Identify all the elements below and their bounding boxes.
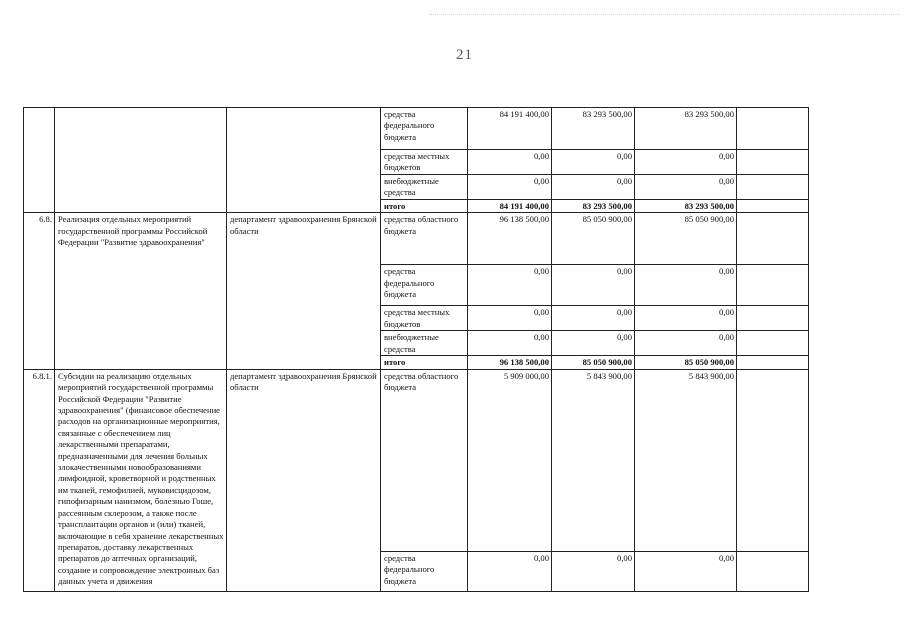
num-cell bbox=[24, 108, 55, 213]
source-cell: внебюджетные средства bbox=[381, 331, 468, 356]
value-cell: 0,00 bbox=[552, 150, 635, 175]
value-cell: 0,00 bbox=[468, 306, 552, 331]
empty-cell bbox=[737, 108, 809, 150]
source-cell: внебюджетные средства bbox=[381, 175, 468, 200]
empty-cell bbox=[737, 200, 809, 213]
item-executor: департамент здравоохранения Брянской области bbox=[227, 213, 381, 369]
empty-cell bbox=[737, 175, 809, 200]
total-value: 96 138 500,00 bbox=[468, 356, 552, 369]
value-cell: 0,00 bbox=[635, 150, 737, 175]
source-cell: средства областного бюджета bbox=[381, 213, 468, 265]
total-value: 84 191 400,00 bbox=[468, 200, 552, 213]
value-cell: 96 138 500,00 bbox=[468, 213, 552, 265]
value-cell: 0,00 bbox=[468, 265, 552, 306]
value-cell: 0,00 bbox=[468, 175, 552, 200]
value-cell: 83 293 500,00 bbox=[635, 108, 737, 150]
value-cell: 0,00 bbox=[552, 175, 635, 200]
source-cell: средства местных бюджетов bbox=[381, 150, 468, 175]
scan-noise bbox=[430, 14, 900, 18]
value-cell: 0,00 bbox=[552, 551, 635, 591]
source-cell: средства местных бюджетов bbox=[381, 306, 468, 331]
value-cell: 0,00 bbox=[468, 551, 552, 591]
item-name: Реализация отдельных мероприятий государственной программы Российской Федерации "Развитие здравоохранения" bbox=[55, 213, 227, 369]
item-number: 6.8.1. bbox=[24, 369, 55, 591]
table-row bbox=[24, 213, 809, 265]
source-cell: итого bbox=[381, 200, 468, 213]
value-cell: 0,00 bbox=[552, 306, 635, 331]
value-cell: 5 843 900,00 bbox=[552, 369, 635, 551]
empty-cell bbox=[737, 306, 809, 331]
source-cell: средства федерального бюджета bbox=[381, 551, 468, 591]
value-cell: 0,00 bbox=[635, 551, 737, 591]
total-value: 83 293 500,00 bbox=[552, 200, 635, 213]
value-cell: 5 909 000,00 bbox=[468, 369, 552, 551]
total-value: 83 293 500,00 bbox=[635, 200, 737, 213]
value-cell: 0,00 bbox=[635, 265, 737, 306]
empty-cell bbox=[737, 356, 809, 369]
item-number: 6.8. bbox=[24, 213, 55, 369]
page-number: 21 bbox=[456, 47, 473, 63]
value-cell: 0,00 bbox=[635, 175, 737, 200]
value-cell: 0,00 bbox=[552, 265, 635, 306]
value-cell: 0,00 bbox=[552, 331, 635, 356]
value-cell: 85 050 900,00 bbox=[635, 213, 737, 265]
value-cell: 5 843 900,00 bbox=[635, 369, 737, 551]
empty-cell bbox=[737, 369, 809, 551]
source-cell: итого bbox=[381, 356, 468, 369]
name-cell bbox=[55, 108, 227, 213]
value-cell: 84 191 400,00 bbox=[468, 108, 552, 150]
executor-cell bbox=[227, 108, 381, 213]
item-executor: департамент здравоохранения Брянской области bbox=[227, 369, 381, 591]
source-cell: средства областного бюджета bbox=[381, 369, 468, 551]
item-name: Субсидии на реализацию отдельных мероприятий государственной программы Российской Федерации "Развитие здравоохранения" (финансовое обеспечение расходов на организационные мероприятия, связанные с обеспечением лиц лекарственными препаратами, предназначенными для лечения больных злокачественными новообразованиями лимфоидной, кроветворной и родственных им тканей, гемофилией, муковисцидозом, гипофизарным нанизмом, болезнью Гоше, рассеянным склерозом, а также после трансплантации органов и (или) тканей, включающие в себя хранение лекарственных препаратов, доставку лекарственных препаратов до аптечных организаций, создание и сопровождение электронных баз данных учета и движения bbox=[55, 369, 227, 591]
empty-cell bbox=[737, 213, 809, 265]
total-value: 85 050 900,00 bbox=[552, 356, 635, 369]
budget-table bbox=[23, 107, 809, 592]
value-cell: 0,00 bbox=[635, 306, 737, 331]
table-row bbox=[24, 108, 809, 150]
total-value: 85 050 900,00 bbox=[635, 356, 737, 369]
table-row bbox=[24, 369, 809, 551]
value-cell: 0,00 bbox=[468, 331, 552, 356]
empty-cell bbox=[737, 265, 809, 306]
source-cell: средства федерального бюджета bbox=[381, 108, 468, 150]
value-cell: 83 293 500,00 bbox=[552, 108, 635, 150]
value-cell: 0,00 bbox=[635, 331, 737, 356]
empty-cell bbox=[737, 331, 809, 356]
value-cell: 85 050 900,00 bbox=[552, 213, 635, 265]
empty-cell bbox=[737, 150, 809, 175]
source-cell: средства федерального бюджета bbox=[381, 265, 468, 306]
value-cell: 0,00 bbox=[468, 150, 552, 175]
empty-cell bbox=[737, 551, 809, 591]
